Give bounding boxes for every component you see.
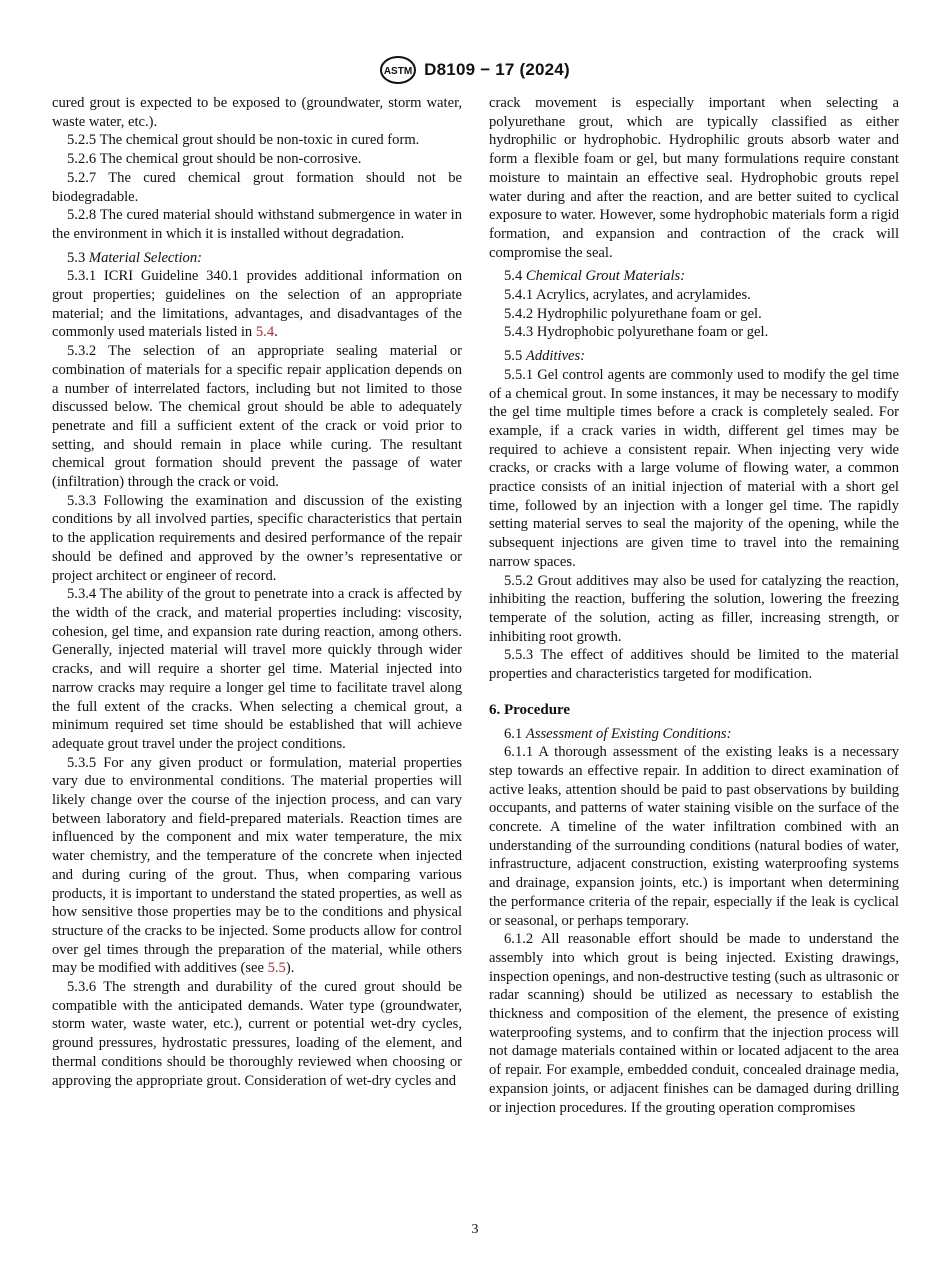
paragraph-5-3-6: 5.3.6 The strength and durability of the cured grout should be compatible with the anticipated demands. Water type (groundwater, storm water, waste water, etc.), current or potential wet-dry cycles, ground pressures, hydrostatic pressures, loading of the element, and thermal conditions should be thoroughly reviewed when choosing or approving the appropriate grout. Consideration of wet-dry cycles and (52, 979, 462, 1089)
left-column (52, 94, 462, 1090)
link-section-5-4[interactable]: 5.4 (255, 324, 275, 341)
paragraph-5-4-2: 5.4.2 Hydrophilic polyurethane foam or gel. (504, 305, 762, 322)
paragraph-6-1-2: 6.1.2 All reasonable effort should be made to understand the assembly into which grout is being injected. Existing drawings, inspection openings, and non-destructive testing (such as ultrasonic or radar scanning) should be utilized as necessary to establish the thickness and composition of the element, the presence of existing waterproofing systems, and to confirm that the injection process will not damage materials contained within or located adjacent to the area of repair. For example, embedded conduit, concealed drainage media, expansion joints, or adjacent finishes can be damaged during drilling or injection procedures. If the grouting operation compromises (489, 931, 899, 1116)
heading-6-1: 6.1 Assessment of Existing Conditions: (504, 725, 732, 742)
paragraph-5-3-5: 5.3.5 For any given product or formulation, material properties vary due to environmental conditions. The material properties will likely change over the course of the injection process, and can vary between laboratory and field-prepared materials. Reaction times are influenced by the component and mix water temperature, the mix water chemistry, and the temperature of the concrete when injected and during curing of the grout. Thus, when comparing various products, it is important to understand the stated properties, as well as how sensitive those properties may be to the conditions and physical structure of the cracks to be injected. Some products allow for control over gel times through the preparation of the material, while others may be modified with additives (see 5.5). (52, 754, 462, 977)
paragraph-5-4-3: 5.4.3 Hydrophobic polyurethane foam or gel. (504, 324, 769, 341)
paragraph-5-5-3: 5.5.3 The effect of additives should be limited to the material properties and characteristics targeted for modification. (489, 647, 899, 683)
paragraph-5-2-7: 5.2.7 The cured chemical grout formation should not be biodegradable. (52, 169, 462, 205)
paragraph-5-2-5: 5.2.5 The chemical grout should be non-toxic in cured form. (67, 132, 420, 149)
paragraph-5-3-2: 5.3.2 The selection of an appropriate sealing material or combination of materials for a specific repair application depends on a number of interrelated factors, including but not limited to those discussed below. The chemical grout should be able to adequately penetrate and fill a sufficient extent of the crack or void prior to setting, and should remain in place while curing. The resultant chemical grout formation should prevent the passage of water (infiltration) through the crack or void. (52, 343, 462, 491)
astm-logo-icon (380, 56, 416, 84)
paragraph-6-1-1: 6.1.1 A thorough assessment of the existing leaks is a necessary step towards an effective repair. In addition to direct examination of active leaks, attention should be paid to past observations by building occupants, and patterns of water staining visible on the surface of the concrete. A timeline of the water infiltration combined with an understanding of the surrounding conditions (natural bodies of water, infrastructure, adjacent construction, existing waterproofing systems and drainage, expansion joints, etc.) is important when determining the performance criteria of the repair, especially if the leak is cyclical or seasonal, or perhaps temporary. (489, 744, 899, 929)
heading-5-5: 5.5 Additives: (504, 348, 586, 365)
paragraph-5-2-8: 5.2.8 The cured material should withstand submergence in water in the environment in which it is installed without degradation. (52, 207, 462, 242)
heading-5-3: 5.3 Material Selection: (67, 249, 202, 266)
paragraph-5-5-1: 5.5.1 Gel control agents are commonly used to modify the gel time of a chemical grout. In some instances, it may be necessary to modify the gel time multiple times before a crack is completely sealed. For example, if a crack varies in width, different gel times may be required to achieve a consistent repair. When injecting very wide cracks, or cracks with a large volume of flowing water, a common practice consists of an initial injection of material with a short gel time, followed by an injection with a longer gel time. The rapidly setting material serves to seal the majority of the opening, while the subsequent injections are given time to travel into the remaining narrow spaces. (489, 366, 899, 570)
svg-text:ASTM: ASTM (384, 66, 413, 77)
page-header (0, 56, 950, 89)
paragraph-5-3-3: 5.3.3 Following the examination and discussion of the existing conditions by all involved parties, specific characteristics that pertain to the application requirements and desired performance of the repair should be defined and approved by the owner’s representative or project architect or engineer of record. (52, 492, 462, 584)
right-column (489, 94, 899, 1117)
link-section-5-5[interactable]: 5.5 (267, 960, 286, 977)
paragraph-5-5-2: 5.5.2 Grout additives may also be used for catalyzing the reaction, inhibiting the reaction, buffering the solution, lowering the freezing temperate of the solution, acting as filler, increasing strength, or inhibiting root growth. (489, 572, 899, 645)
paragraph-5-3-4: 5.3.4 The ability of the grout to penetrate into a crack is affected by the width of the crack, and material properties including: viscosity, cohesion, gel time, and expansion rate during reaction, among others. Generally, injected material will travel more quickly through wider cracks, and will require a shorter gel time. Material injected into narrow cracks may require a longer gel time to facilitate travel along the full extent of the cracks. When selecting a chemical grout, a minimum required set time should be established that will achieve adequate grout travel under the project conditions. (52, 586, 462, 752)
heading-5-4: 5.4 Chemical Grout Materials: (504, 268, 686, 285)
paragraph-5-3-1: 5.3.1 ICRI Guideline 340.1 provides additional information on grout properties; guidelines on the selection of an appropriate material; and the limitations, advantages, and disadvantages of the commonly used materials listed in 5.4. (52, 268, 462, 341)
paragraph-continued: cured grout is expected to be exposed to (groundwater, storm water, waste water, etc.). (52, 95, 462, 130)
page-number: 3 (471, 1222, 479, 1237)
paragraph-5-4-1: 5.4.1 Acrylics, acrylates, and acrylamides. (504, 287, 751, 304)
document-designation: D8109 − 17 (2024) (424, 60, 570, 79)
paragraph-continued: crack movement is especially important when selecting a polyurethane grout, which are typically classified as either hydrophilic or hydrophobic. Hydrophilic grouts absorb water and form a flexible foam or gel, but many formulations require constant moisture to maintain an effective seal. Hydrophobic grouts repel water during and after the reaction, and are better suited to cyclical exposure to water. However, some hydrophobic materials form a rigid formation, and expansion and contraction of the crack will compromise the seal. (489, 95, 899, 261)
paragraph-5-2-6: 5.2.6 The chemical grout should be non-corrosive. (67, 151, 362, 168)
section-heading-6: 6. Procedure (489, 701, 571, 718)
